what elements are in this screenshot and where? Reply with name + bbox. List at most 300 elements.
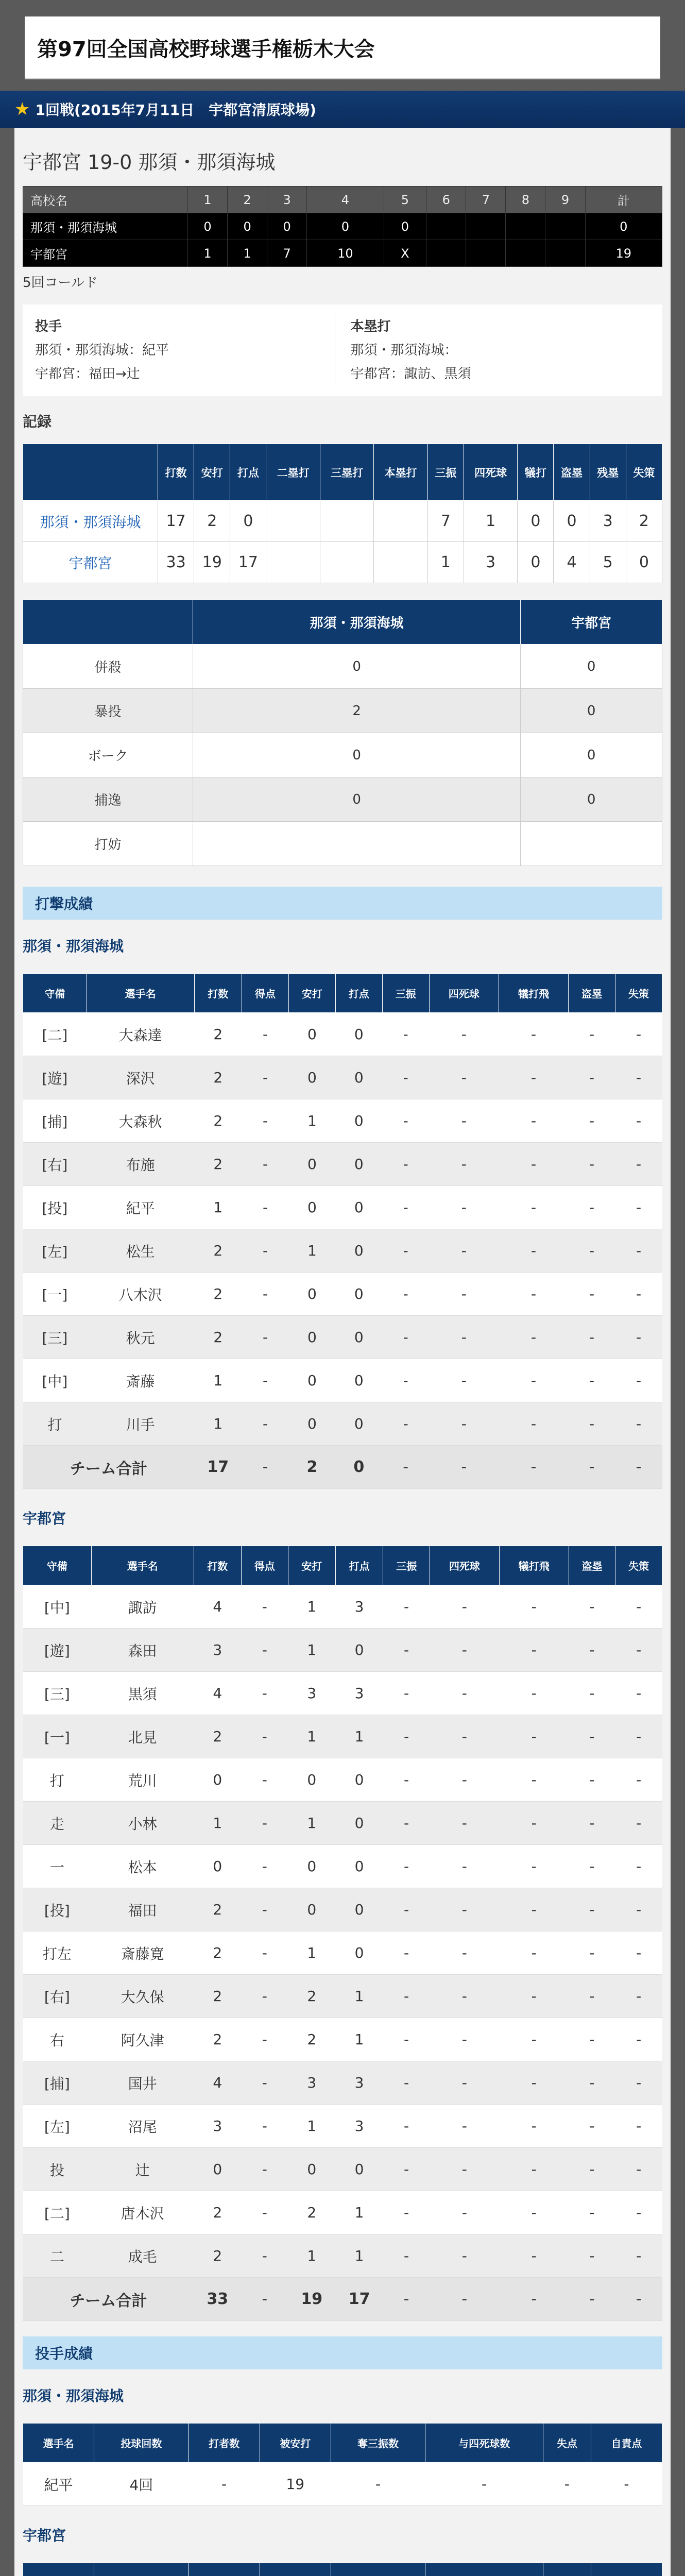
batting-total-cell: - [241, 2278, 288, 2321]
pitching-cell: - [543, 2463, 591, 2506]
batting-cell: 1 [288, 1715, 335, 1758]
batting-cell: - [615, 2018, 662, 2061]
called-game-note: 5回コールド [23, 275, 98, 291]
batting-cell: - [499, 1099, 568, 1143]
batting-cell: 2 [288, 2018, 335, 2061]
batting-cell: - [430, 1672, 499, 1715]
batting-cell: 0 [335, 1888, 383, 1931]
batting-cell: - [242, 1229, 289, 1273]
records-header-cell: 四死球 [464, 444, 517, 501]
batting-cell: 0 [288, 1888, 335, 1931]
batting-cell: 4 [194, 1672, 241, 1715]
batting-cell: 斎藤寛 [91, 1931, 194, 1975]
batting-header-cell: 選手名 [91, 1546, 194, 1585]
batting-cell: 荒川 [91, 1758, 194, 1802]
batting-cell: [中] [23, 1585, 92, 1629]
batting-cell: - [383, 1672, 430, 1715]
batting-cell: 大森達 [87, 1013, 194, 1056]
batting-cell: - [569, 1316, 615, 1359]
records-header-cell: 犠打 [518, 444, 554, 501]
batting-cell: - [430, 2234, 499, 2278]
batting-cell: - [615, 1845, 662, 1888]
homerun-label: 本塁打 [350, 319, 391, 334]
records-header-cell: 二塁打 [266, 444, 320, 501]
pitching-header-cell [189, 2563, 260, 2576]
batting-cell: - [569, 1758, 615, 1802]
batting-cell: - [615, 1585, 662, 1629]
batting-cell: 大森秋 [87, 1099, 194, 1143]
batting-row [23, 1056, 662, 1099]
misc-header-cell [23, 600, 193, 645]
records-cell: 1 [464, 501, 517, 542]
batting-cell: 0 [288, 1273, 335, 1316]
batting-cell: [二] [23, 1013, 87, 1056]
batting-row [23, 2191, 662, 2234]
records-header-cell: 打数 [158, 444, 194, 501]
batting-cell: [捕] [23, 1099, 87, 1143]
batting-cell: 1 [194, 1186, 242, 1229]
batting-cell: - [615, 1316, 662, 1359]
batting-cell: - [569, 1056, 615, 1099]
batting-cell: - [499, 1402, 568, 1446]
batting-cell: 右 [23, 2018, 92, 2061]
batting-cell: - [383, 2105, 430, 2148]
batting-cell: 0 [335, 1802, 383, 1845]
batting-cell: - [430, 1802, 499, 1845]
batting-cell: - [241, 2234, 288, 2278]
batting-cell: 3 [335, 1585, 383, 1629]
batting-cell: 3 [335, 1672, 383, 1715]
batting-cell: - [382, 1273, 429, 1316]
pitching-row [23, 2463, 662, 2506]
records-cell: 2 [194, 501, 230, 542]
misc-row [23, 822, 662, 866]
batting-cell: 0 [288, 2148, 335, 2191]
misc-label: 暴投 [23, 689, 193, 733]
batting-cell: 阿久津 [91, 2018, 194, 2061]
scoreboard-cell: 19 [585, 240, 662, 267]
batting-cell: - [430, 2061, 499, 2105]
batting-cell: 3 [288, 1672, 335, 1715]
batting-row [23, 1359, 662, 1402]
scoreboard-cell: 0 [188, 213, 228, 240]
batting-cell: - [430, 1931, 499, 1975]
batting-cell: 0 [335, 1273, 382, 1316]
batting-cell: - [241, 2191, 288, 2234]
records-header-cell [23, 444, 158, 501]
batting-cell: - [615, 2191, 662, 2234]
batting-cell: [左] [23, 2105, 92, 2148]
batting-row [23, 1629, 662, 1672]
batting-cell: 0 [335, 1931, 383, 1975]
pitching-section-header: 投手成績 [23, 2336, 662, 2369]
batting-cell: 0 [288, 1013, 335, 1056]
batting-cell: 0 [335, 2148, 383, 2191]
batting-cell: 0 [288, 1143, 335, 1186]
batting-cell: - [615, 1013, 662, 1056]
batting-cell: - [615, 2061, 662, 2105]
batting-cell: 1 [288, 1585, 335, 1629]
batting-cell: 黒須 [91, 1672, 194, 1715]
batting-cell: - [241, 1931, 288, 1975]
batting-cell: 2 [194, 1888, 241, 1931]
batting-cell: - [569, 2018, 615, 2061]
records-cell: 1 [427, 542, 464, 583]
batting-cell: - [615, 1359, 662, 1402]
batting-cell: - [241, 2018, 288, 2061]
records-header-cell: 三塁打 [320, 444, 373, 501]
batting-cell: - [615, 1629, 662, 1672]
batting-cell: 1 [288, 1931, 335, 1975]
batting-cell: 0 [288, 1845, 335, 1888]
batting-cell: 国井 [91, 2061, 194, 2105]
records-cell [374, 542, 427, 583]
batting-header-cell: 三振 [383, 1546, 430, 1585]
records-team-name: 宇都宮 [23, 542, 158, 583]
batting-cell: 0 [288, 1316, 335, 1359]
batting-row [23, 2018, 662, 2061]
batting-cell: - [383, 1585, 430, 1629]
batting-cell: 1 [335, 2191, 383, 2234]
scoreboard-header-cell: 計 [585, 187, 662, 213]
batting-cell: 2 [194, 1229, 242, 1273]
batting-total-cell: - [569, 1446, 615, 1489]
batting-cell: - [499, 1316, 568, 1359]
batting-cell: - [382, 1013, 429, 1056]
records-header-cell: 三振 [427, 444, 464, 501]
batting-header-cell: 失策 [615, 1546, 662, 1585]
batting-cell: 松本 [91, 1845, 194, 1888]
batting-cell: 0 [194, 2148, 241, 2191]
batting-cell: [投] [23, 1186, 87, 1229]
batting-cell: 小林 [91, 1802, 194, 1845]
batting-row [23, 2148, 662, 2191]
pitching-header-cell [94, 2563, 189, 2576]
batting-cell: 0 [335, 1402, 382, 1446]
records-row [23, 542, 662, 583]
records-cell: 7 [427, 501, 464, 542]
pitching-cell: 19 [260, 2463, 331, 2506]
records-header-cell: 打点 [230, 444, 266, 501]
pitching-cell: - [591, 2463, 662, 2506]
batting-total-cell: 33 [194, 2278, 241, 2321]
batting-cell: - [383, 2234, 430, 2278]
pitching-cell: - [331, 2463, 425, 2506]
records-cell [374, 501, 427, 542]
main-content [14, 128, 671, 2576]
batting-cell: 1 [335, 1715, 383, 1758]
batting-cell: 2 [194, 1975, 241, 2018]
batting-cell: - [569, 1143, 615, 1186]
batting-table [23, 1546, 662, 2321]
batting-cell: 1 [288, 1099, 335, 1143]
batting-cell: - [382, 1402, 429, 1446]
records-team-name: 那須・那須海城 [23, 501, 158, 542]
batting-cell: - [569, 1629, 615, 1672]
batting-cell: 辻 [91, 2148, 194, 2191]
records-cell: 17 [230, 542, 266, 583]
misc-label: ボーク [23, 733, 193, 777]
batting-header-cell: 守備 [23, 974, 87, 1013]
batting-cell: 松生 [87, 1229, 194, 1273]
records-cell: 33 [158, 542, 194, 583]
batting-cell: - [241, 1845, 288, 1888]
scoreboard-row [23, 240, 662, 267]
batting-cell: - [499, 1143, 568, 1186]
batting-cell: 諏訪 [91, 1585, 194, 1629]
records-cell: 5 [590, 542, 626, 583]
pitching-header-cell: 奪三振数 [331, 2424, 425, 2463]
batting-cell: - [499, 1931, 569, 1975]
records-row [23, 501, 662, 542]
batting-cell: 打 [23, 1402, 87, 1446]
misc-row [23, 689, 662, 733]
pitching-cell: - [189, 2463, 260, 2506]
records-cell [320, 542, 373, 583]
misc-cell: 0 [521, 645, 662, 689]
batting-cell: - [382, 1359, 429, 1402]
pitching-header-cell: 自責点 [591, 2424, 662, 2463]
batting-cell: 0 [335, 1186, 382, 1229]
misc-cell [521, 822, 662, 866]
batting-cell: 0 [335, 1099, 382, 1143]
batting-cell: - [430, 1585, 499, 1629]
batting-cell: 2 [194, 2234, 241, 2278]
batting-cell: - [382, 1229, 429, 1273]
batting-cell: 3 [194, 1629, 241, 1672]
batting-header-cell: 四死球 [430, 1546, 499, 1585]
batting-header-cell: 犠打飛 [499, 974, 568, 1013]
homerun-line: 宇都宮：諏訪、黒須 [350, 366, 471, 382]
batting-cell: 1 [288, 2234, 335, 2278]
scoreboard-header-cell: 9 [545, 187, 585, 213]
batting-cell: - [569, 1359, 615, 1402]
batting-cell: [遊] [23, 1056, 87, 1099]
batting-header-cell: 四死球 [429, 974, 499, 1013]
batting-cell: [遊] [23, 1629, 92, 1672]
batting-cell: 八木沢 [87, 1273, 194, 1316]
batting-cell: [一] [23, 1273, 87, 1316]
records-cell: 17 [158, 501, 194, 542]
homerun-column [335, 315, 650, 386]
batting-cell: - [382, 1186, 429, 1229]
batting-cell: - [383, 1802, 430, 1845]
batting-cell: 0 [335, 1845, 383, 1888]
scoreboard-cell: 7 [267, 240, 307, 267]
batting-cell: - [499, 1056, 568, 1099]
batting-cell: 大久保 [91, 1975, 194, 2018]
batting-total-cell: - [499, 1446, 568, 1489]
batting-cell: - [499, 2191, 569, 2234]
batting-header-cell: 三振 [382, 974, 429, 1013]
scoreboard-cell [466, 213, 506, 240]
scoreboard-row [23, 213, 662, 240]
batting-cell: 1 [194, 1402, 242, 1446]
batting-cell: 2 [194, 2018, 241, 2061]
batting-cell: - [499, 1229, 568, 1273]
batting-cell: 3 [335, 2061, 383, 2105]
batting-row [23, 2105, 662, 2148]
misc-row [23, 645, 662, 689]
records-label: 記録 [23, 413, 52, 430]
batting-cell: - [569, 1672, 615, 1715]
batting-total-cell: - [430, 2278, 499, 2321]
batting-cell: - [383, 1629, 430, 1672]
pitchers-column [35, 315, 335, 386]
batting-cell: [捕] [23, 2061, 92, 2105]
pitching-header-cell: 打者数 [189, 2424, 260, 2463]
batting-header-cell: 盗塁 [569, 1546, 615, 1585]
scoreboard-cell: 0 [307, 213, 384, 240]
batting-cell: - [383, 1931, 430, 1975]
batting-team-name: 宇都宮 [23, 1510, 66, 1527]
batting-cell: 2 [194, 1013, 242, 1056]
batting-cell: - [429, 1273, 499, 1316]
batting-cell: 4 [194, 2061, 241, 2105]
batting-cell: - [499, 1715, 569, 1758]
batting-cell: - [383, 2191, 430, 2234]
batting-cell: - [242, 1056, 289, 1099]
batting-cell: - [569, 2105, 615, 2148]
batting-cell: - [499, 2105, 569, 2148]
records-cell: 3 [464, 542, 517, 583]
records-cell: 0 [518, 501, 554, 542]
batting-teams [23, 935, 662, 2321]
batting-cell: 0 [335, 1056, 382, 1099]
misc-row [23, 777, 662, 822]
misc-cell [193, 822, 521, 866]
pitching-cell: 紀平 [23, 2463, 94, 2506]
batting-cell: - [430, 2148, 499, 2191]
batting-row [23, 1273, 662, 1316]
batting-total-cell: - [569, 2278, 615, 2321]
batting-cell: 秋元 [87, 1316, 194, 1359]
batting-cell: - [383, 2061, 430, 2105]
misc-cell: 0 [193, 777, 521, 822]
batting-cell: 0 [335, 1143, 382, 1186]
batting-row [23, 1013, 662, 1056]
scoreboard-cell: 10 [307, 240, 384, 267]
batting-cell: - [569, 1402, 615, 1446]
records-cell: 19 [194, 542, 230, 583]
batting-cell: - [383, 1845, 430, 1888]
batting-cell: 1 [194, 1802, 241, 1845]
batting-cell: 2 [194, 2191, 241, 2234]
scoreboard-cell [426, 213, 466, 240]
batting-cell: 0 [335, 1359, 382, 1402]
scoreboard-header-cell: 1 [188, 187, 228, 213]
batting-cell: - [430, 1975, 499, 2018]
batting-header-cell: 得点 [241, 1546, 288, 1585]
batting-header-cell: 打数 [194, 974, 242, 1013]
batting-cell: - [430, 2018, 499, 2061]
batting-cell: - [499, 1629, 569, 1672]
batting-cell: 森田 [91, 1629, 194, 1672]
batting-cell: 2 [288, 1975, 335, 2018]
batting-cell: - [241, 1758, 288, 1802]
batting-cell: - [430, 1888, 499, 1931]
batting-cell: - [569, 1229, 615, 1273]
batting-cell: - [615, 1931, 662, 1975]
batting-header-cell: 選手名 [87, 974, 194, 1013]
batting-cell: - [241, 1672, 288, 1715]
batting-cell: - [429, 1402, 499, 1446]
batting-cell: - [430, 1715, 499, 1758]
batting-row [23, 1931, 662, 1975]
batting-cell: 2 [194, 1931, 241, 1975]
batting-cell: - [569, 1715, 615, 1758]
batting-cell: 0 [288, 1359, 335, 1402]
batting-cell: - [499, 2018, 569, 2061]
batting-cell: - [569, 2148, 615, 2191]
batting-cell: 0 [335, 1229, 382, 1273]
batting-total-cell: - [382, 1446, 429, 1489]
batting-cell: [右] [23, 1143, 87, 1186]
batting-cell: 0 [288, 1056, 335, 1099]
scoreboard-cell [426, 240, 466, 267]
batting-cell: 走 [23, 1802, 92, 1845]
batting-cell: 2 [194, 1715, 241, 1758]
batting-cell: 3 [335, 2105, 383, 2148]
batting-section-header: 打撃成績 [23, 887, 662, 920]
records-cell: 2 [626, 501, 662, 542]
records-cell [266, 542, 320, 583]
pitching-header-cell: 失点 [543, 2424, 591, 2463]
batting-row [23, 1845, 662, 1888]
batting-cell: 1 [288, 1229, 335, 1273]
records-cell: 0 [626, 542, 662, 583]
batting-cell: 0 [288, 1186, 335, 1229]
scoreboard-team-name: 那須・那須海城 [23, 213, 188, 240]
batting-cell: [左] [23, 1229, 87, 1273]
batting-cell: - [615, 1758, 662, 1802]
batting-cell: 0 [194, 1845, 241, 1888]
batting-cell: 布施 [87, 1143, 194, 1186]
batting-cell: - [499, 1845, 569, 1888]
records-header-cell: 盗塁 [554, 444, 590, 501]
scoreboard-header-cell: 5 [384, 187, 426, 213]
batting-cell: - [569, 1931, 615, 1975]
batting-cell: - [499, 2234, 569, 2278]
batting-cell: - [615, 1888, 662, 1931]
batting-row [23, 1715, 662, 1758]
batting-cell: - [569, 1888, 615, 1931]
batting-cell: - [569, 1013, 615, 1056]
batting-cell: - [241, 2105, 288, 2148]
scoreboard-header-cell: 3 [267, 187, 307, 213]
scoreboard-cell [506, 213, 545, 240]
pitcher-label: 投手 [35, 319, 62, 334]
batting-total-cell: - [615, 1446, 662, 1489]
batting-cell: 2 [194, 1099, 242, 1143]
batting-cell: - [241, 1715, 288, 1758]
batting-cell: 2 [194, 1316, 242, 1359]
batting-cell: - [569, 1845, 615, 1888]
batting-cell: 紀平 [87, 1186, 194, 1229]
scoreboard-cell: 0 [585, 213, 662, 240]
batting-cell: [投] [23, 1888, 92, 1931]
batting-cell: - [430, 1758, 499, 1802]
batting-row [23, 1802, 662, 1845]
misc-header-cell: 宇都宮 [521, 600, 662, 645]
batting-cell: - [242, 1013, 289, 1056]
pitching-teams [23, 2385, 662, 2576]
batting-cell: - [615, 1099, 662, 1143]
pitching-team-name: 那須・那須海城 [23, 2387, 124, 2404]
batting-cell: - [615, 1143, 662, 1186]
batting-cell: - [429, 1056, 499, 1099]
batting-cell: 0 [288, 1758, 335, 1802]
